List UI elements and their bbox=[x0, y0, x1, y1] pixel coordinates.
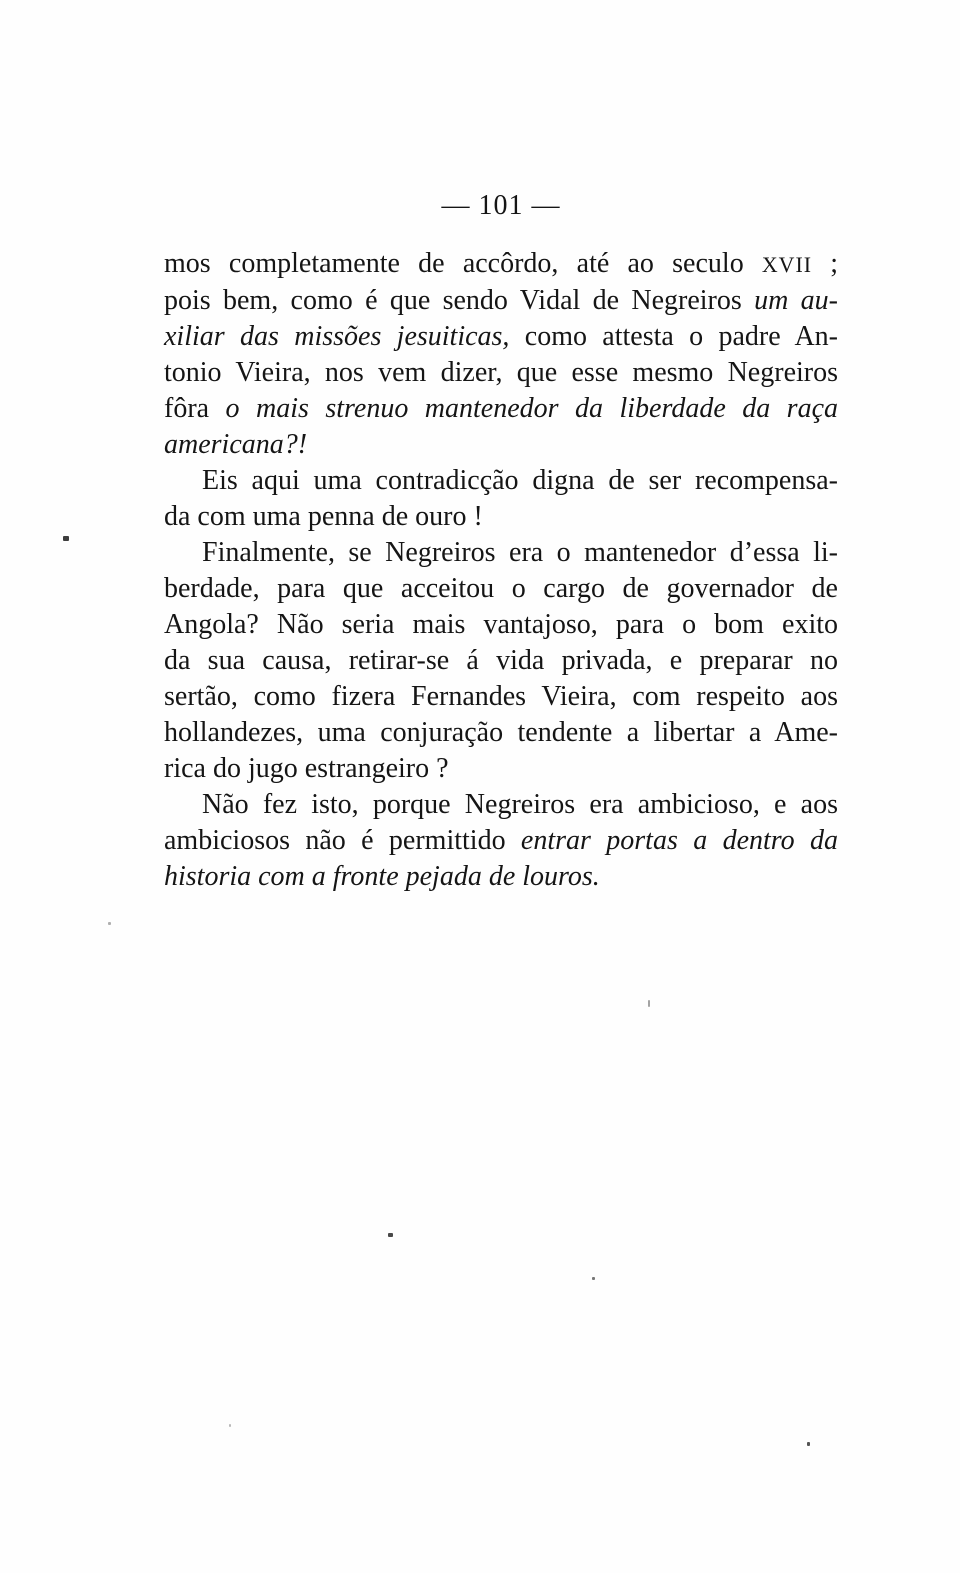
text-line bbox=[164, 319, 838, 355]
text-segment: fôra bbox=[164, 393, 226, 424]
text-segment: o mais strenuo mantenedor da liberdade da raça bbox=[225, 393, 838, 424]
text-segment: rica do jugo estrangeiro ? bbox=[164, 753, 449, 784]
text-line bbox=[164, 607, 838, 643]
ink-speck bbox=[592, 1277, 595, 1280]
paragraph bbox=[164, 787, 838, 895]
text-line bbox=[164, 571, 838, 607]
paragraph bbox=[164, 463, 838, 535]
text-segment: XVII bbox=[761, 253, 812, 277]
text-line bbox=[164, 391, 838, 427]
text-segment: como attesta o padre An- bbox=[509, 321, 838, 352]
text-line bbox=[164, 823, 838, 859]
text-segment: Angola? Não seria mais vantajoso, para o bom exito bbox=[164, 609, 838, 640]
text-line bbox=[164, 246, 838, 283]
text-segment: historia com a fronte pejada de louros. bbox=[164, 861, 600, 892]
text-segment: ambiciosos não é permittido bbox=[164, 825, 521, 856]
text-line bbox=[164, 643, 838, 679]
text-line bbox=[164, 787, 838, 823]
text-segment: um au- bbox=[754, 285, 839, 316]
text-line bbox=[164, 535, 838, 571]
text-line bbox=[164, 499, 838, 535]
text-segment: ; bbox=[812, 248, 839, 279]
text-segment: da com uma penna de ouro ! bbox=[164, 501, 483, 532]
text-segment: sertão, como fizera Fernandes Vieira, com respeito aos bbox=[164, 681, 838, 712]
text-segment: tonio Vieira, nos vem dizer, que esse mesmo Negreiros bbox=[164, 357, 838, 388]
text-segment: Eis aqui uma contradicção digna de ser recompensa- bbox=[202, 465, 838, 496]
ink-speck bbox=[229, 1424, 231, 1427]
text-segment: mos completamente de accôrdo, até ao seculo bbox=[164, 248, 762, 279]
ink-speck bbox=[388, 1233, 393, 1237]
text-line bbox=[164, 679, 838, 715]
text-segment: hollandezes, uma conjuração tendente a libertar a Ame- bbox=[164, 717, 838, 748]
text-line bbox=[164, 355, 838, 391]
paragraph bbox=[164, 535, 838, 787]
ink-speck bbox=[807, 1442, 810, 1446]
text-line bbox=[164, 715, 838, 751]
text-line bbox=[164, 859, 838, 895]
text-segment: americana?! bbox=[164, 429, 308, 460]
text-segment: Finalmente, se Negreiros era o mantenedor d’essa li- bbox=[202, 537, 838, 568]
ink-speck bbox=[63, 536, 69, 541]
text-segment: pois bem, como é que sendo Vidal de Negreiros bbox=[164, 285, 755, 316]
text-segment: entrar portas a dentro da bbox=[520, 825, 838, 856]
text-line bbox=[164, 283, 838, 319]
text-segment: berdade, para que acceitou o cargo de governador de bbox=[164, 573, 838, 604]
ink-speck bbox=[108, 922, 111, 925]
text-line bbox=[164, 751, 838, 787]
text-segment: xiliar das missões jesuiticas, bbox=[164, 321, 510, 352]
ink-speck bbox=[648, 1000, 650, 1007]
text-line bbox=[164, 427, 838, 463]
page-text bbox=[164, 246, 838, 895]
text-segment: da sua causa, retirar-se á vida privada, e preparar no bbox=[164, 645, 838, 676]
page-number: — 101 — bbox=[441, 190, 561, 221]
text-line bbox=[164, 463, 838, 499]
text-segment: Não fez isto, porque Negreiros era ambicioso, e aos bbox=[202, 789, 838, 820]
paragraph bbox=[164, 246, 838, 463]
